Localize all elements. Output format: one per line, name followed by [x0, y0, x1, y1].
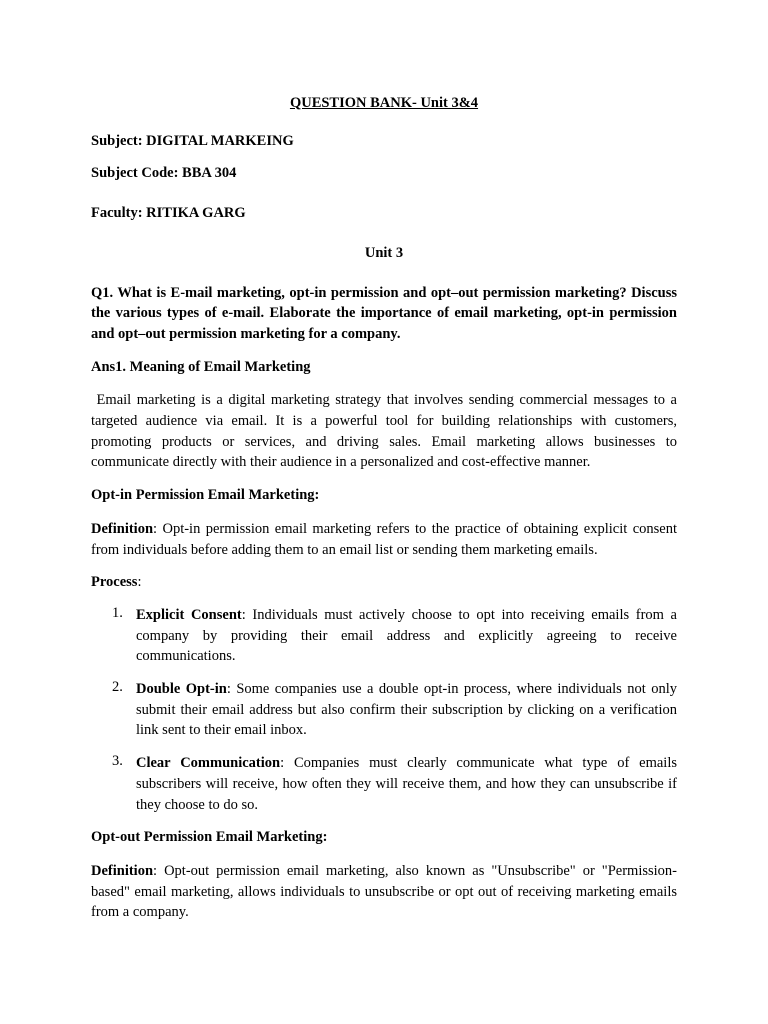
- optout-definition-text: : Opt-out permission email marketing, also known as "Unsubscribe" or "Permission-based" email marketing, allows individuals to unsubscribe or opt out of receiving marketing emails from a company.: [91, 862, 677, 921]
- unit-heading: Unit 3: [364, 244, 404, 261]
- subject-code-line: Subject Code: BBA 304: [91, 165, 237, 182]
- subject-line: Subject: DIGITAL MARKEING: [91, 132, 294, 149]
- optin-heading: Opt-in Permission Email Marketing:: [91, 487, 320, 504]
- optout-heading: Opt-out Permission Email Marketing:: [91, 829, 328, 846]
- optin-definition-label: Definition: [91, 520, 154, 537]
- list-item-number: 1.: [112, 604, 123, 621]
- list-item-number: 2.: [112, 679, 123, 696]
- process-heading: [91, 572, 677, 593]
- faculty-line: Faculty: RITIKA GARG: [91, 205, 246, 222]
- answer-heading: Ans1. Meaning of Email Marketing: [91, 358, 311, 375]
- document-body: [91, 93, 677, 923]
- process-list: [91, 605, 677, 815]
- document-title: QUESTION BANK- Unit 3&4: [289, 95, 479, 111]
- optout-definition-label: Definition: [91, 862, 154, 879]
- list-item-text: : Individuals must actively choose to opt into receiving emails from a company by providing their email address and explicitly agreeing to receive communications.: [136, 606, 677, 665]
- list-item: [91, 605, 677, 667]
- list-item: [91, 753, 677, 815]
- optin-definition: [91, 519, 677, 560]
- question-text: Q1. What is E-mail marketing, opt-in permission and opt–out permission marketing? Discuss the various types of e-mail. Elaborate the importance of email marketing, opt-in permission and opt–out permission marketing for a company.: [91, 284, 677, 342]
- list-item-text: : Some companies use a double opt-in process, where individuals not only submit their email address but also confirm their subscription by clicking on a verification link sent to their email inbox.: [136, 681, 677, 739]
- list-item: [91, 679, 677, 741]
- list-item-term: Explicit Consent: [136, 606, 242, 623]
- optin-definition-text: : Opt-in permission email marketing refers to the practice of obtaining explicit consent from individuals before adding them to an email list or sending them marketing emails.: [91, 520, 677, 558]
- process-colon: :: [137, 574, 142, 591]
- answer-paragraph: Email marketing is a digital marketing strategy that involves sending commercial messages to a targeted audience via email. It is a powerful tool for building relationships with customers, promoting products or services, and driving sales. Email marketing allows businesses to communicate directly with their audience in a personalized and cost-effective manner.: [91, 392, 677, 471]
- list-item-term: Double Opt-in: [136, 681, 227, 698]
- list-item-text: : Companies must clearly communicate what type of emails subscribers will receive, how often they will receive them, and how they can unsubscribe if they choose to do so.: [136, 755, 677, 813]
- optout-definition: [91, 861, 677, 923]
- process-label: Process: [91, 574, 138, 591]
- list-item-number: 3.: [112, 753, 123, 770]
- list-item-term: Clear Communication: [136, 755, 281, 772]
